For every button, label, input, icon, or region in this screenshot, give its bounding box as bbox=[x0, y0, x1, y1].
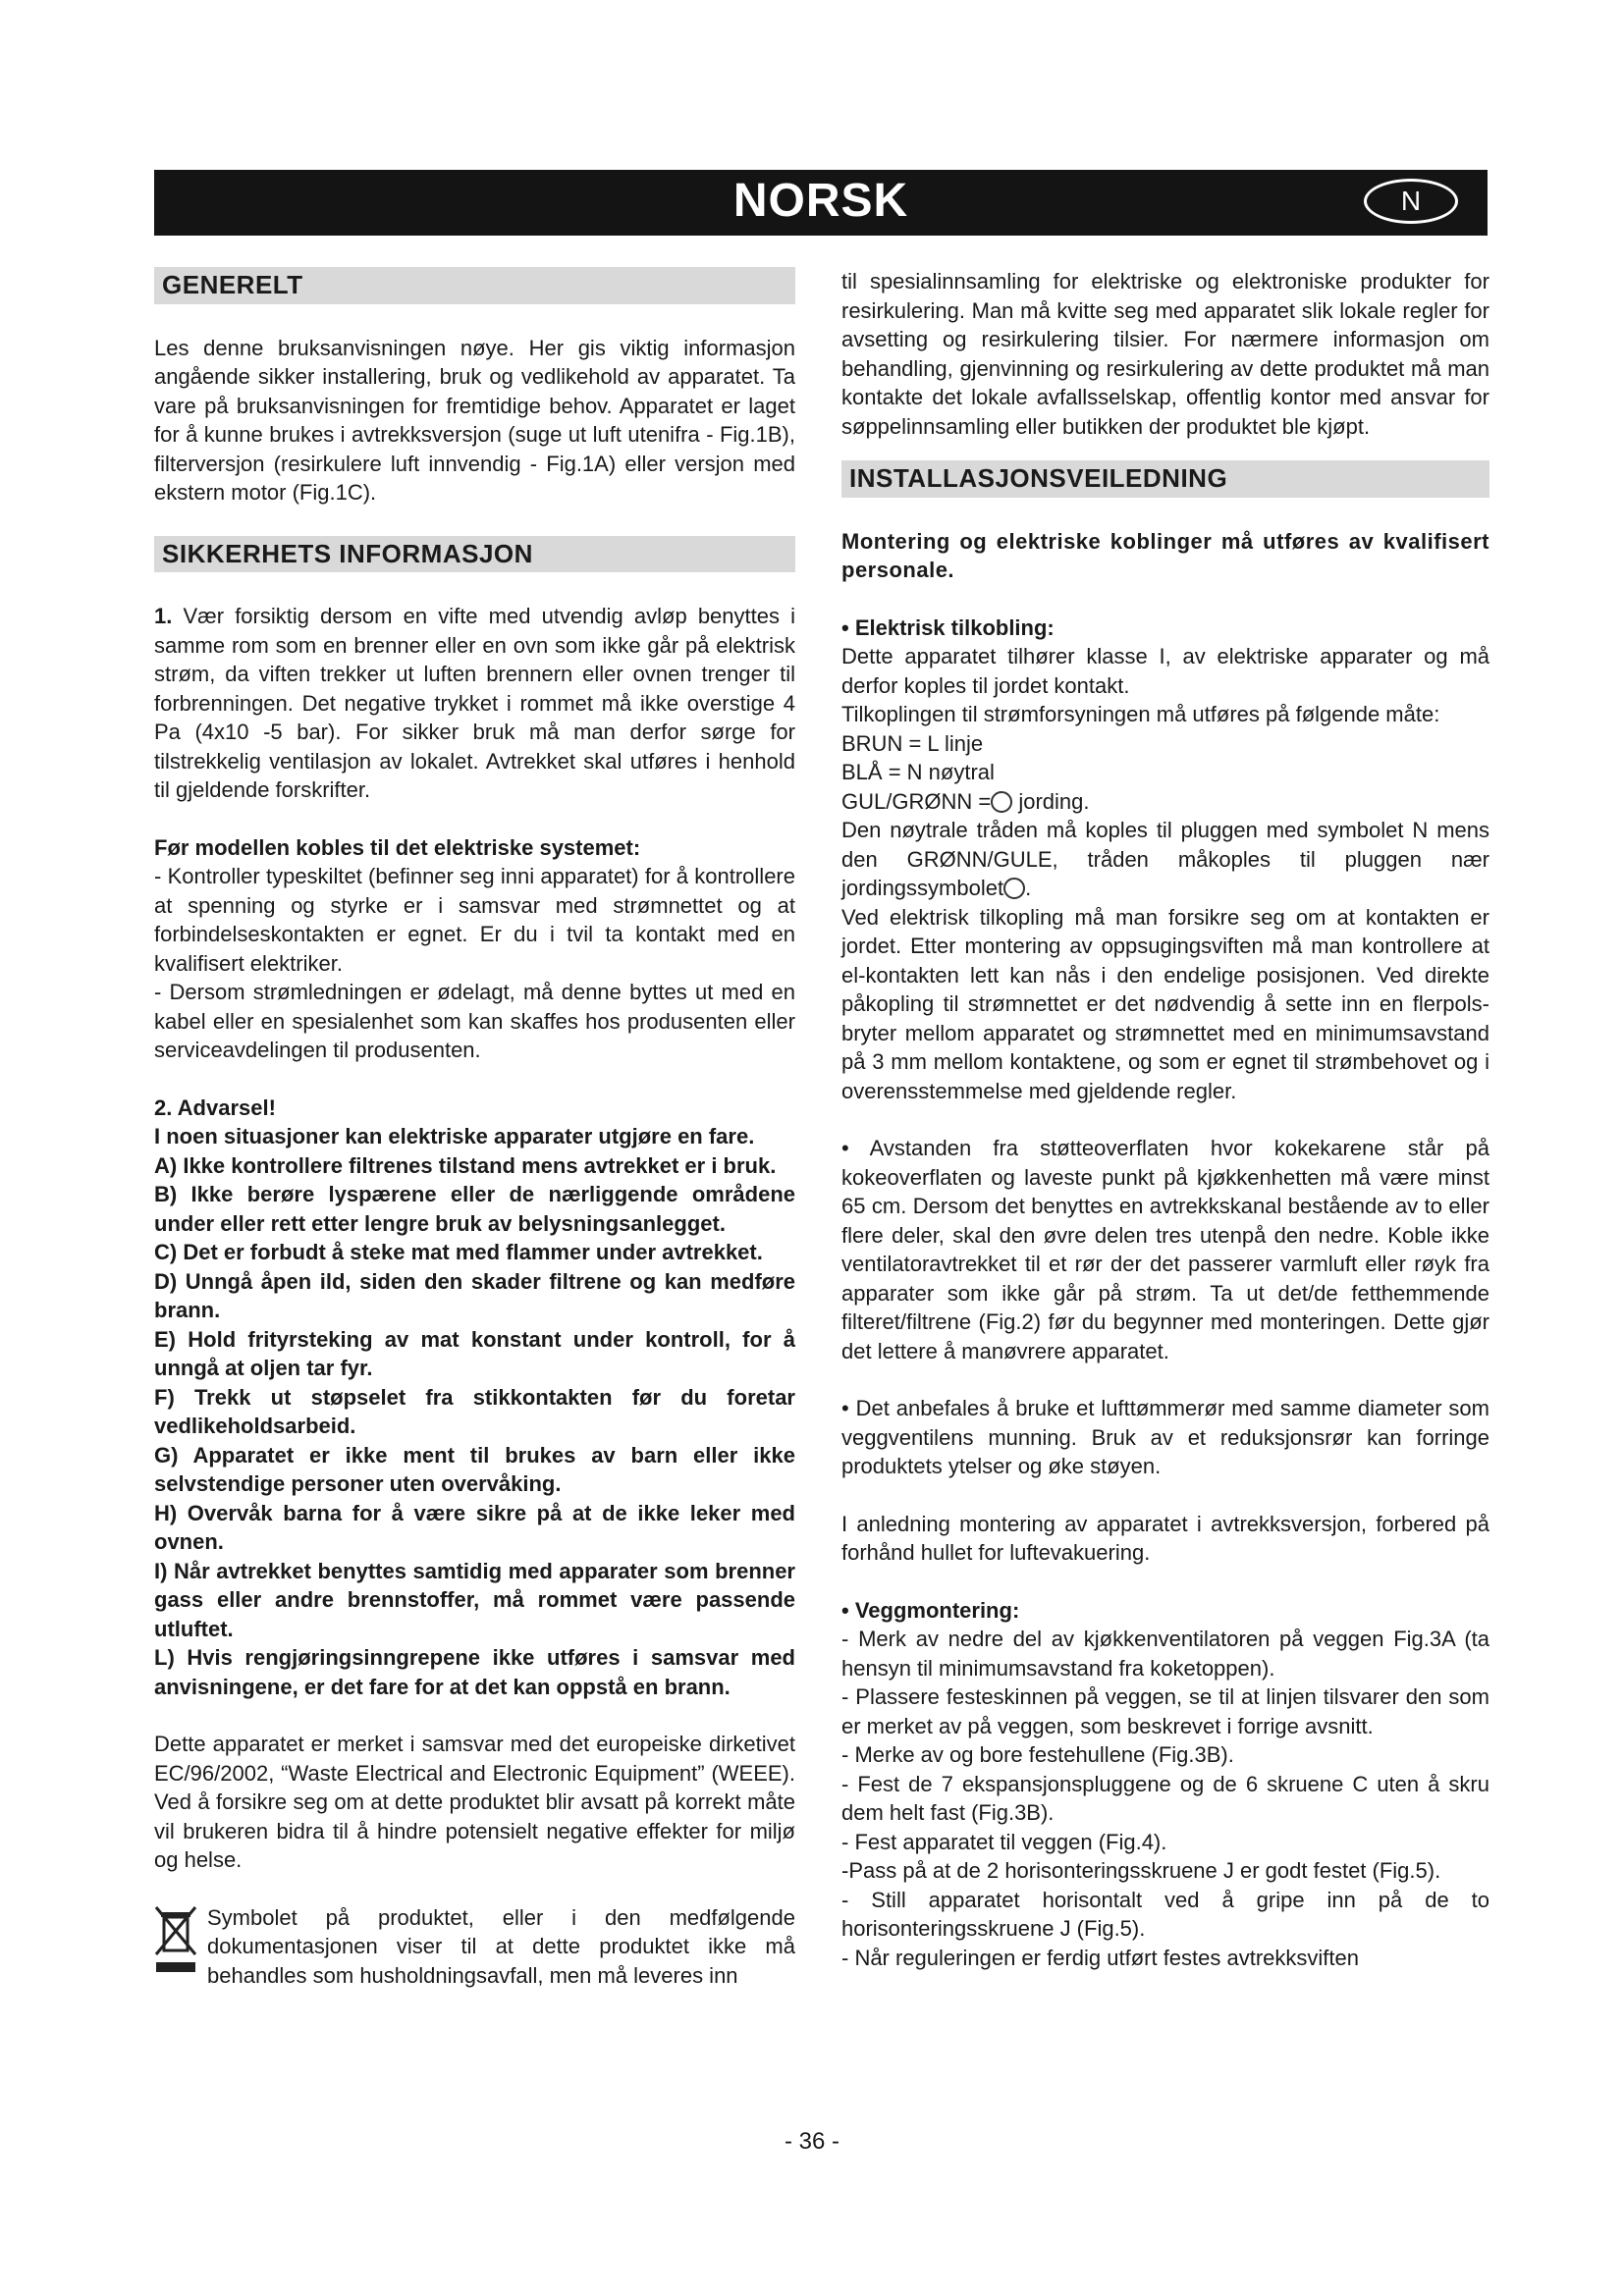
earth-symbol-icon bbox=[1003, 878, 1025, 899]
left-column bbox=[154, 267, 795, 1990]
page-number: - 36 - bbox=[784, 2128, 839, 2155]
warning-item: L) Hvis rengjøringsinngrepene ikke utføres i samsvar med anvisningene, er det fare for at det kan oppstå en brann. bbox=[154, 1645, 795, 1699]
symbol-paragraph: Symbolet på produktet, eller i den medfølgende dokumentasjonen viser til at dette produktet ikke må behandles som husholdningsavfall, men må leveres inn bbox=[207, 1904, 795, 1988]
warning-item: A) Ikke kontrollere filtrenes tilstand mens avtrekket er i bruk. bbox=[154, 1152, 777, 1178]
wall-mount-heading: • Veggmontering: bbox=[841, 1597, 1020, 1623]
warning-item: C) Det er forbudt å steke mat med flammer under avtrekket. bbox=[154, 1240, 763, 1264]
distance-paragraph: • Avstanden fra støtteoverflaten hvor kokekarene står på kokeoverflaten og laveste punkt på kjøkkenhetten må være minst 65 cm. Dersom det benyttes en avtrekkskanal bestående av to eller flere deler, skal den øvre delen tres utenpå den nedre. Koble ikke ventilatoravtrekket til et rør der det passerer varmluft eller røyk fra apparater som ikke går på strøm. Ta ut det/de fetthemmende filteret/filtrene (Fig.2) før du begynner med monteringen. Dette gjør det lettere å manøvrere apparatet. bbox=[841, 1136, 1489, 1363]
wall-step: - Plassere festeskinnen på veggen, se til at linjen tilsvarer den som er merket av på veggen, som beskrevet i forrige avsnitt. bbox=[841, 1684, 1489, 1738]
safety-paragraph-1: 1. Vær forsiktig dersom en vifte med utvendig avløp benyttes i samme rom som en brenner eller en ovn som ikke går på elektrisk strøm, da viften trekker ut luften brennern eller ovnen trenger til forbrenningen. Det negative trykket i rommet må ikke overstige 4 Pa (4x10 -5 bar). For sikker bruk må man derfor sørge for tilstrekkelig ventilasjon av lokalet. Avtrekket skal utføres i henhold til gjeldende forskrifter. bbox=[154, 604, 795, 802]
electrical-heading: • Elektrisk tilkobling: bbox=[841, 614, 1055, 640]
wall-step: - Merk av nedre del av kjøkkenventilatoren på veggen Fig.3A (ta hensyn til minimumsavstand fra koketoppen). bbox=[841, 1627, 1489, 1681]
weee-paragraph: Dette apparatet er merket i samsvar med det europeiske dirketivet EC/96/2002, “Waste Electrical and Electronic Equipment” (WEEE). Ved å forsikre seg om at dette produktet blir avsatt på korrekt måte vil brukeren bidra til å hindre potensielt negative effekter for miljø og helse. bbox=[154, 1732, 795, 1872]
warning-heading: 2. Advarsel! bbox=[154, 1095, 276, 1120]
electrical-text-2: Tilkoplingen til strømforsyningen må utføres på følgende måte: bbox=[841, 702, 1440, 726]
electrical-text-3: Ved elektrisk tilkopling må man forsikre seg om at kontakten er jordet. Etter montering av oppsugingsviften må man kontrollere at el-kontakten lett kan nås i den endelige posisjonen. Ved direkte påkopling til strømnettet er det nødvendig å sette inn en flerpols-bryter mellom apparatet og strømnettet med en minimumsavstand på 3 mm mellom kontaktene, og som er egnet til strømbehovet og i overensstemmelse med gjeldende regler. bbox=[841, 904, 1489, 1103]
warning-item: H) Overvåk barna for å være sikre på at de ikke leker med ovnen. bbox=[154, 1500, 795, 1554]
section-heading-generelt: GENERELT bbox=[154, 267, 795, 304]
warning-item: I) Når avtrekket benyttes samtidig med apparater som brenner gass eller andre brennstoffer, må rommet være passende utluftet. bbox=[154, 1558, 795, 1641]
wire-brown: BRUN = L linje bbox=[841, 730, 984, 756]
recycling-continued-text: til spesialinnsamling for elektriske og elektroniske produkter for resirkulering. Man må kvitte seg med apparatet slik lokale regler for avsetting og resirkulering tilsier. For nærmere informasjon om behandling, gjenvinning og resirkulering av dette produktet må man kontakte det lokale avfallsselskap, offentlig kontor med ansvar for søppelinnsamling eller butikken der produktet ble kjøpt. bbox=[841, 269, 1489, 439]
before-connect-item-1: - Kontroller typeskiltet (befinner seg inni apparatet) for å kontrollere at spenning og styrke er i samsvar med strømnettet og at forbindelseskontakten er egnet. Er du i tvil ta kontakt med en kvalifisert elektriker. bbox=[154, 864, 795, 976]
wire-yellow-green: GUL/GRØNN = jording. bbox=[841, 788, 1090, 814]
weee-symbol-row bbox=[154, 1903, 795, 1991]
section-heading-sikkerhet: SIKKERHETS INFORMASJON bbox=[154, 536, 795, 573]
warning-item: I noen situasjoner kan elektriske apparater utgjøre en fare. bbox=[154, 1124, 755, 1148]
warning-item: F) Trekk ut støpselet fra stikkontakten før du foretar vedlikeholdsarbeid. bbox=[154, 1384, 795, 1438]
banner-title: NORSK bbox=[732, 175, 909, 227]
before-connect-heading: Før modellen kobles til det elektriske systemet: bbox=[154, 834, 641, 860]
section-heading-installasjon: INSTALLASJONSVEILEDNING bbox=[841, 460, 1489, 498]
language-badge: N bbox=[1364, 179, 1458, 224]
generelt-text: Les denne bruksanvisningen nøye. Her gis viktig informasjon angående sikker installering, bruk og vedlikehold av apparatet. Ta vare på bruksanvisningen for fremtidige behov. Apparatet er laget for å kunne brukes i avtrekksversjon (suge ut luft utenifra - Fig.1B), filterversjon (resirkulere luft innvendig - Fig.1A) eller versjon med ekstern motor (Fig.1C). bbox=[154, 335, 795, 505]
right-column bbox=[841, 267, 1489, 1972]
wire-blue: BLÅ = N nøytral bbox=[841, 760, 995, 784]
wall-step: - Still apparatet horisontalt ved å gripe inn på de to horisonteringsskruene J (Fig.5). bbox=[841, 1887, 1489, 1941]
wall-step: - Fest de 7 ekspansjonspluggene og de 6 skruene C uten å skru dem helt fast (Fig.3B). bbox=[841, 1771, 1489, 1825]
crossed-bin-icon bbox=[154, 1903, 197, 1974]
warning-item: B) Ikke berøre lyspærene eller de nærliggende områdene under eller rett etter lengre bruk av belysningsanlegget. bbox=[154, 1182, 795, 1236]
pipe-paragraph: • Det anbefales å bruke et lufttømmerør med samme diameter som veggventilens munning. Bruk av et reduksjonsrør kan forringe produktets ytelser og øke støyen. bbox=[841, 1396, 1489, 1478]
language-banner bbox=[154, 170, 1488, 236]
warning-item: E) Hold frityrsteking av mat konstant under kontroll, for å unngå at oljen tar fyr. bbox=[154, 1326, 795, 1380]
electrical-text-1: Dette apparatet tilhører klasse I, av elektriske apparater og må derfor koples til jordet kontakt. bbox=[841, 644, 1489, 698]
before-connect-item-2: - Dersom strømledningen er ødelagt, må denne byttes ut med en kabel eller en spesialenhet som kan skaffes hos produsenten eller serviceavdelingen til produsenten. bbox=[154, 980, 795, 1062]
neutral-wire-text: Den nøytrale tråden må koples til pluggen med symbolet N mens den GRØNN/GULE, tråden måkoples til pluggen nær jordingssymbolet . bbox=[841, 818, 1489, 900]
wall-step: - Merke av og bore festehullene (Fig.3B). bbox=[841, 1742, 1234, 1767]
warning-item: G) Apparatet er ikke ment til brukes av barn eller ikke selvstendige personer uten overvåking. bbox=[154, 1442, 795, 1496]
wall-step: - Fest apparatet til veggen (Fig.4). bbox=[841, 1829, 1167, 1854]
extract-paragraph: I anledning montering av apparatet i avtrekksversjon, forbered på forhånd hullet for luftevakuering. bbox=[841, 1511, 1489, 1565]
install-intro: Montering og elektriske koblinger må utføres av kvalifisert personale. bbox=[841, 528, 1489, 582]
wall-step: -Pass på at de 2 horisonteringsskruene J er godt festet (Fig.5). bbox=[841, 1858, 1441, 1883]
wall-step: - Når reguleringen er ferdig utført festes avtrekksviften bbox=[841, 1945, 1359, 1970]
warning-item: D) Unngå åpen ild, siden den skader filtrene og kan medføre brann. bbox=[154, 1268, 795, 1322]
earth-symbol-icon bbox=[991, 791, 1012, 813]
